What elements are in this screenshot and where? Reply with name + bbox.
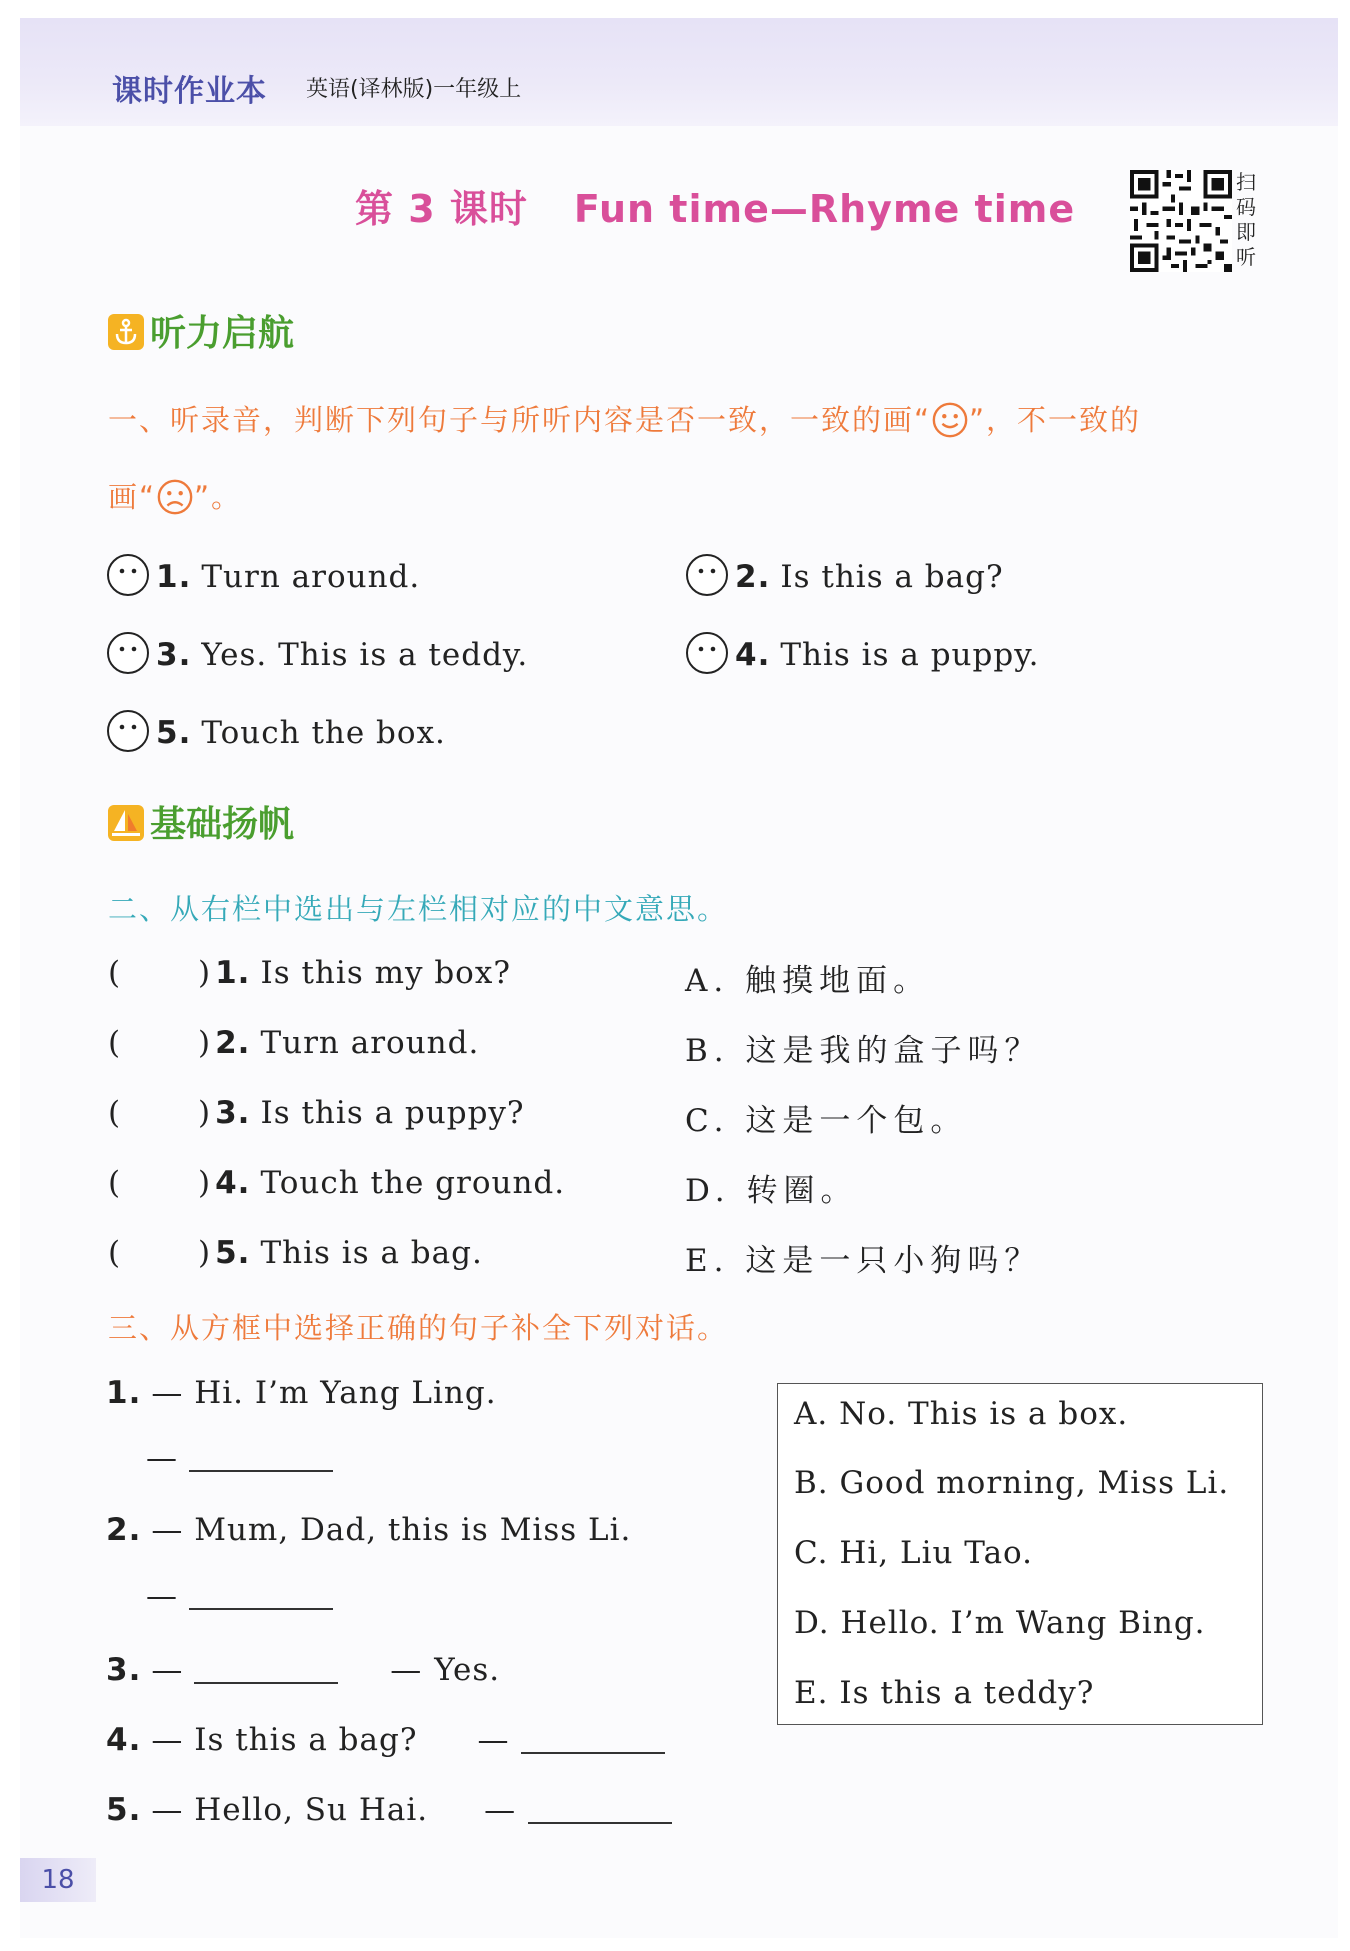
dialogue-2-line1: [106, 1512, 631, 1548]
answer-blank[interactable]: [194, 1654, 338, 1684]
dash: —: [151, 1652, 184, 1688]
item-number: 1.: [156, 559, 192, 595]
item-text: This is a puppy.: [780, 637, 1040, 673]
match-option: B. 这是我的盒子吗？: [685, 1033, 1042, 1069]
sailboat-icon: [108, 805, 144, 841]
dialogue-text: Mum, Dad, this is Miss Li.: [194, 1512, 632, 1548]
match-row-left: ( ) 5. This is a bag.: [108, 1235, 483, 1271]
item-text: Turn around.: [201, 559, 421, 595]
section-basics-title: 基础扬帆: [150, 804, 295, 845]
item-number: 4.: [215, 1165, 251, 1201]
item-number: 5.: [215, 1235, 251, 1271]
anchor-icon: [108, 314, 144, 350]
dialogue-number: 5.: [106, 1792, 142, 1828]
match-row-left: ( ) 2. Turn around.: [108, 1025, 480, 1061]
item-number: 2.: [215, 1025, 251, 1061]
item-number: 3.: [215, 1095, 251, 1131]
match-row-left: ( ) 3. Is this a puppy?: [108, 1095, 525, 1131]
brand-title: 课时作业本: [112, 74, 267, 109]
instruction-1-part-d: ”。: [194, 480, 243, 514]
instruction-1-part-b: ”，不一致的: [969, 403, 1142, 437]
match-option: C. 这是一个包。: [685, 1103, 968, 1139]
answer-blank[interactable]: [528, 1794, 672, 1824]
listening-item: [106, 553, 420, 597]
item-number: 4.: [735, 637, 771, 673]
options-box: [777, 1383, 1263, 1725]
listening-item: [685, 631, 1039, 675]
qr-label: 扫码即听: [1236, 170, 1256, 269]
instruction-1-line2: [108, 475, 242, 516]
dash: —: [151, 1722, 184, 1758]
sad-face-icon: [156, 478, 194, 516]
page-number: 18: [20, 1858, 96, 1902]
blank-face-icon[interactable]: [685, 553, 729, 597]
blank-face-icon[interactable]: [685, 631, 729, 675]
item-number: 2.: [735, 559, 771, 595]
dialogue-1-line1: [106, 1375, 497, 1411]
listening-item: [106, 631, 528, 675]
dialogue-number: 1.: [106, 1375, 142, 1411]
instruction-3: 三、从方框中选择正确的句子补全下列对话。: [108, 1311, 729, 1345]
dialogue-text: Hi. I’m Yang Ling.: [194, 1375, 497, 1411]
dialogue-1-line2: [146, 1440, 333, 1476]
dash: —: [477, 1722, 510, 1758]
dialogue-5: [106, 1792, 672, 1828]
dash: —: [484, 1792, 517, 1828]
item-text: Turn around.: [260, 1025, 480, 1061]
option-item: B. Good morning, Miss Li.: [794, 1465, 1230, 1501]
match-option: A. 触摸地面。: [685, 963, 931, 999]
book-title: 英语(译林版)一年级上: [306, 77, 522, 102]
dialogue-text: Yes.: [434, 1652, 501, 1688]
dialogue-4: [106, 1722, 665, 1758]
dialogue-number: 3.: [106, 1652, 142, 1688]
dialogue-3: [106, 1652, 500, 1688]
option-item: C. Hi, Liu Tao.: [794, 1535, 1034, 1571]
item-text: Touch the box.: [201, 715, 446, 751]
instruction-1-part-c: 画“: [108, 480, 157, 514]
match-option: D. 转圈。: [685, 1173, 858, 1209]
qr-code-icon[interactable]: [1130, 170, 1232, 272]
item-text: Yes. This is a teddy.: [201, 637, 529, 673]
instruction-1-part-a: 一、听录音，判断下列句子与所听内容是否一致，一致的画“: [108, 403, 932, 437]
section-listening-heading: [108, 305, 294, 356]
listening-item: [106, 709, 446, 753]
answer-blank[interactable]: [189, 1580, 333, 1610]
dialogue-text: Is this a bag?: [194, 1722, 418, 1758]
lesson-title: [355, 178, 1075, 233]
section-listening-title: 听力启航: [150, 313, 295, 354]
blank-face-icon[interactable]: [106, 553, 150, 597]
dash: —: [146, 1578, 178, 1614]
dialogue-2-line2: [146, 1578, 333, 1614]
item-text: Is this a bag?: [780, 559, 1004, 595]
item-number: 1.: [215, 955, 251, 991]
smiley-face-icon: [931, 401, 969, 439]
option-item: A. No. This is a box.: [794, 1396, 1129, 1432]
item-number: 5.: [156, 715, 192, 751]
blank-face-icon[interactable]: [106, 709, 150, 753]
lesson-number: 第 3 课时: [355, 187, 528, 231]
item-text: Is this a puppy?: [260, 1095, 525, 1131]
dialogue-text: Hello, Su Hai.: [194, 1792, 429, 1828]
match-option: E. 这是一只小狗吗？: [685, 1243, 1042, 1279]
option-item: E. Is this a teddy?: [794, 1675, 1095, 1711]
answer-blank[interactable]: [521, 1724, 665, 1754]
dash: —: [151, 1375, 184, 1411]
listening-item: [685, 553, 1004, 597]
option-item: D. Hello. I’m Wang Bing.: [794, 1605, 1206, 1641]
item-number: 3.: [156, 637, 192, 673]
lesson-topic: Fun time—Rhyme time: [573, 187, 1076, 231]
item-text: Touch the ground.: [260, 1165, 566, 1201]
dash: —: [151, 1512, 184, 1548]
blank-face-icon[interactable]: [106, 631, 150, 675]
item-text: This is a bag.: [260, 1235, 483, 1271]
dialogue-number: 4.: [106, 1722, 142, 1758]
dialogue-number: 2.: [106, 1512, 142, 1548]
instruction-1-line1: [108, 398, 1141, 439]
match-row-left: ( ) 1. Is this my box?: [108, 955, 511, 991]
dash: —: [151, 1792, 184, 1828]
match-row-left: ( ) 4. Touch the ground.: [108, 1165, 566, 1201]
item-text: Is this my box?: [260, 955, 511, 991]
instruction-2: 二、从右栏中选出与左栏相对应的中文意思。: [108, 892, 729, 926]
dash: —: [390, 1652, 423, 1688]
section-basics-heading: [108, 796, 294, 847]
answer-blank[interactable]: [189, 1442, 333, 1472]
dash: —: [146, 1440, 178, 1476]
